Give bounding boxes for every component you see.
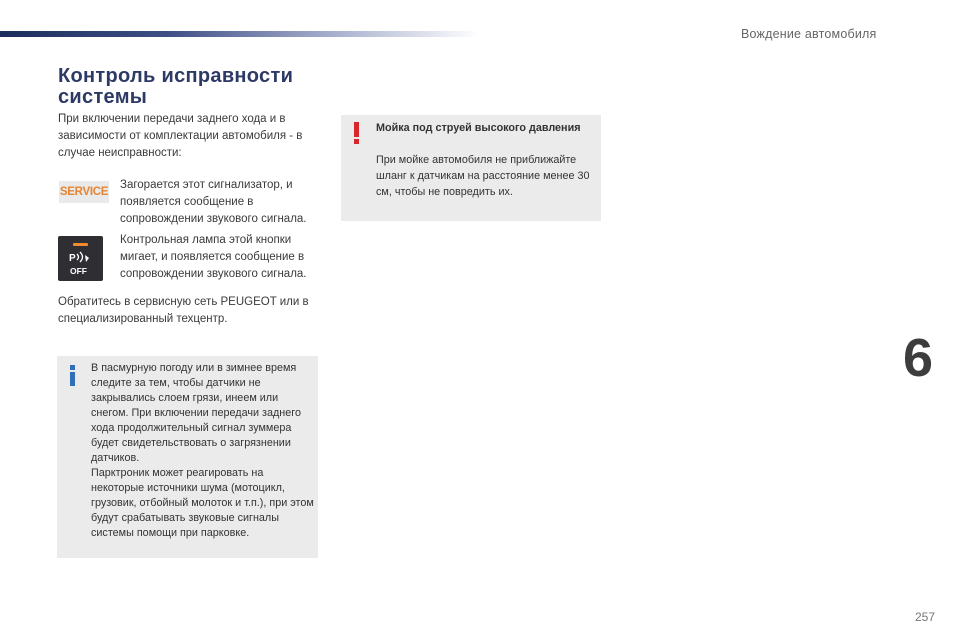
contact-service-text: Обратитесь в сервисную сеть PEUGEOT или в специализированный техцентр.: [58, 296, 309, 325]
info-note-box: [57, 356, 318, 558]
exclamation-icon: [354, 122, 360, 144]
chapter-number: 6: [903, 328, 934, 388]
page-title: [58, 66, 293, 108]
warning-note-box: [341, 115, 601, 221]
park-assist-symbol-icon: [67, 250, 95, 276]
service-warning-text: Загорается этот сигнализатор, и появляется сообщение в сопровождении звукового сигнала.: [120, 179, 307, 225]
info-note-paragraph-1: В пасмурную погоду или в зимнее время следите за тем, чтобы датчики не закрывались слоем грязи, инеем или снегом. При включении передачи заднего хода продолжительный сигнал зуммера будет свидетельствовать о загрязнении датчиков.: [91, 362, 301, 464]
page-number: 257: [915, 610, 936, 624]
warning-text: При мойке автомобиля не приближайте шланг к датчикам на расстояние менее 30 см, чтобы не повредить их.: [376, 154, 590, 198]
service-icon-label: SERVICE: [59, 186, 109, 198]
header-gradient-bar: [0, 31, 480, 37]
park-icon-label: OFF: [70, 266, 87, 276]
page-title-line2: системы: [58, 86, 148, 108]
page-title-line1: Контроль исправности: [58, 65, 294, 87]
park-assist-off-button-icon: [58, 236, 103, 281]
section-title: Вождение автомобиля: [741, 27, 877, 41]
park-assist-warning-text: Контрольная лампа этой кнопки мигает, и появляется сообщение в сопровождении звукового сигнала.: [120, 234, 307, 280]
info-note-paragraph-2: Парктроник может реагировать на некоторые источники шума (мотоцикл, грузовик, отбойный молоток и т.п.), при этом будут срабатывать звуковые сигналы системы помощи при парковке.: [91, 467, 314, 539]
service-warning-icon: [59, 181, 109, 203]
warning-title: Мойка под струей высокого давления: [376, 122, 581, 134]
info-note-text: [91, 361, 316, 541]
info-icon: [68, 365, 78, 385]
warning-lamp-icon: [73, 243, 88, 246]
intro-paragraph: При включении передачи заднего хода и в зависимости от комплектации автомобиля - в случае неисправности:: [58, 113, 303, 159]
svg-text:P: P: [69, 253, 76, 264]
